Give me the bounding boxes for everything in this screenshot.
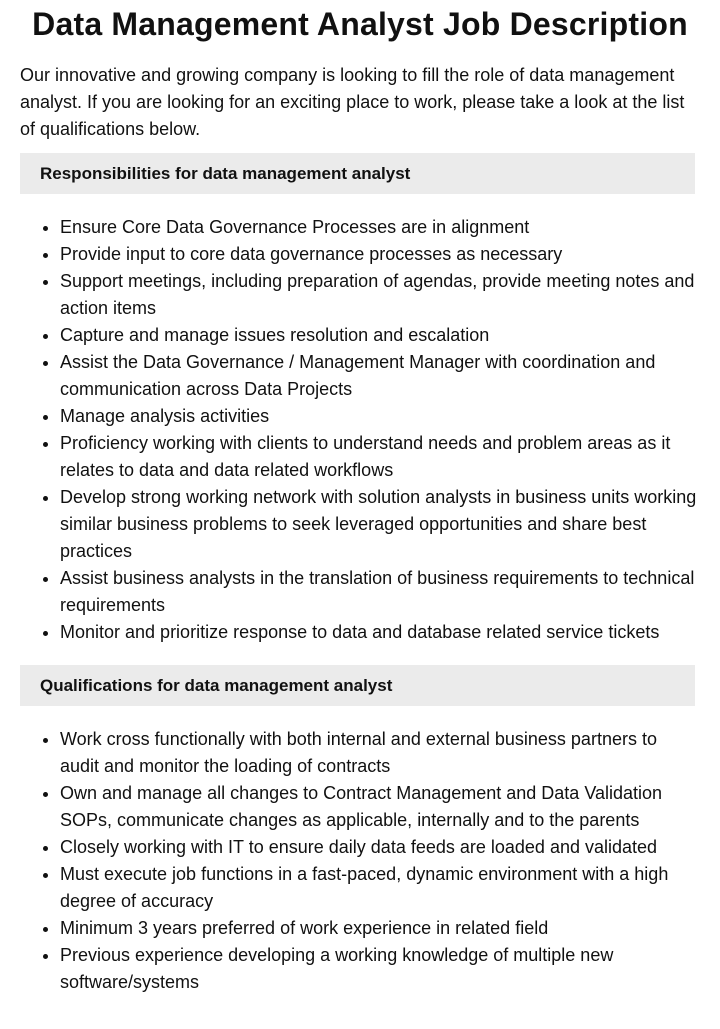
list-item: • Develop strong working network with solution analysts in business units working similar business problems to seek leveraged opportunities and share best practices (60, 484, 700, 565)
list-item: • Previous experience developing a working knowledge of multiple new software/systems (60, 942, 700, 996)
list-item: • Support meetings, including preparation of agendas, provide meeting notes and action items (60, 268, 700, 322)
list-item: • Ensure Core Data Governance Processes are in alignment (60, 214, 700, 241)
page-title: Data Management Analyst Job Description (32, 6, 688, 42)
list-item: • Closely working with IT to ensure daily data feeds are loaded and validated (60, 834, 700, 861)
list-item: • Capture and manage issues resolution and escalation (60, 322, 700, 349)
list-item: • Manage analysis activities (60, 403, 700, 430)
intro-paragraph: Our innovative and growing company is looking to fill the role of data management analyst. If you are looking for an exciting place to work, please take a look at the list of qualifications below. (20, 65, 685, 139)
list-item: • Assist the Data Governance / Management Manager with coordination and communication across Data Projects (60, 349, 700, 403)
list-item: • Own and manage all changes to Contract Management and Data Validation SOPs, communicate changes as applicable, internally and to the parents (60, 780, 700, 834)
list-item: • Monitor and prioritize response to data and database related service tickets (60, 619, 700, 646)
list-item: • Work cross functionally with both internal and external business partners to audit and monitor the loading of contracts (60, 726, 700, 780)
list-item: • Provide input to core data governance processes as necessary (60, 241, 700, 268)
responsibilities-heading: Responsibilities for data management analyst (20, 153, 695, 194)
qualifications-list (0, 726, 700, 996)
qualifications-heading: Qualifications for data management analyst (20, 665, 695, 706)
list-item: • Proficiency working with clients to understand needs and problem areas as it relates to data and data related workflows (60, 430, 700, 484)
list-item: • Minimum 3 years preferred of work experience in related field (60, 915, 700, 942)
list-item: • Assist business analysts in the translation of business requirements to technical requirements (60, 565, 700, 619)
list-item: • Must execute job functions in a fast-paced, dynamic environment with a high degree of accuracy (60, 861, 700, 915)
responsibilities-list (0, 214, 700, 646)
